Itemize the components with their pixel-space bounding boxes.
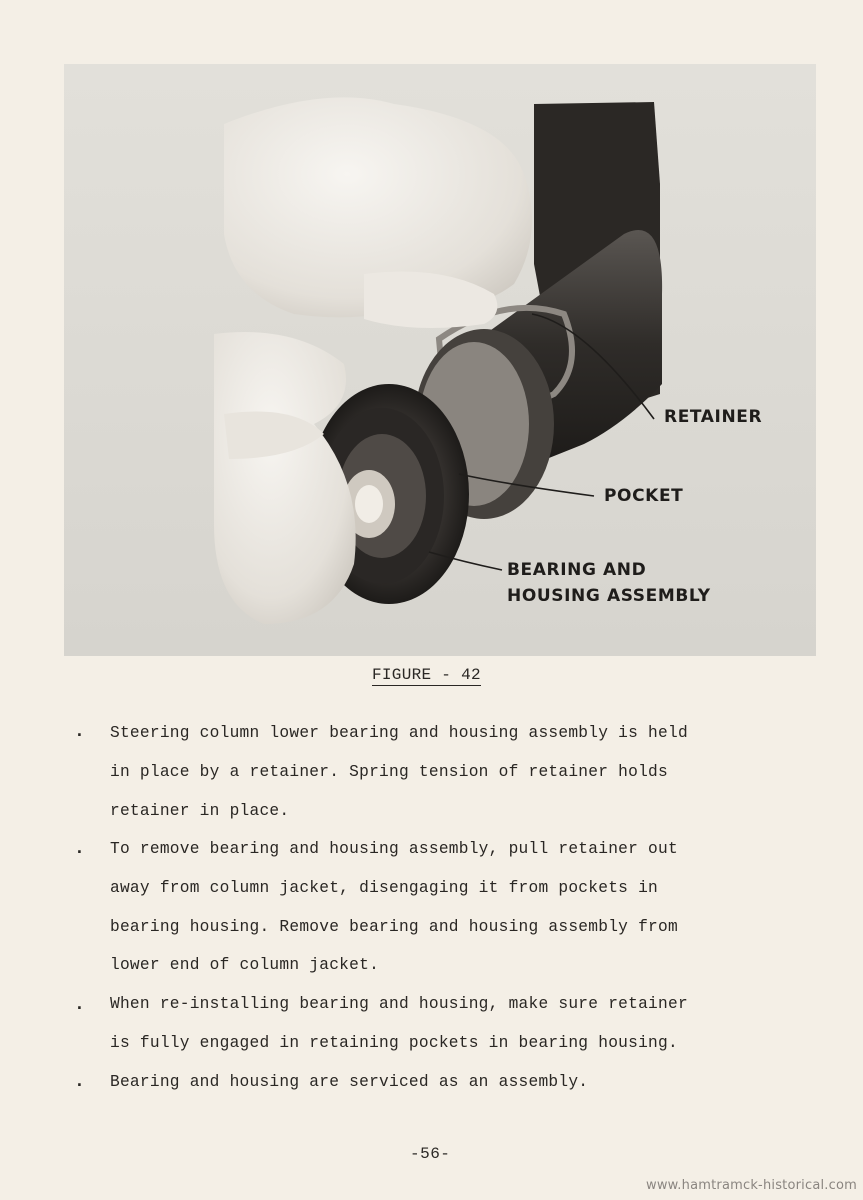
page-number: -56- [410, 1145, 451, 1163]
paragraph-4 [110, 1063, 810, 1102]
paragraph-line: When re-installing bearing and housing, make sure retainer [110, 995, 688, 1013]
bullet-2: . [74, 839, 85, 859]
figure-caption: FIGURE - 42 [372, 666, 481, 684]
bullet-1: . [74, 722, 85, 742]
paragraph-line: away from column jacket, disengaging it from pockets in [110, 878, 659, 897]
figure-photo [64, 64, 816, 656]
photo-illustration [64, 64, 816, 656]
paragraph-line: Bearing and housing are serviced as an assembly. [110, 1073, 589, 1091]
paragraph-line: in place by a retainer. Spring tension of retainer holds [110, 762, 668, 781]
paragraph-1 [110, 714, 810, 830]
callout-bearing-line2: HOUSING ASSEMBLY [507, 586, 711, 606]
bullet-3: . [74, 995, 85, 1015]
paragraph-line: is fully engaged in retaining pockets in bearing housing. [110, 1033, 678, 1052]
paragraph-line: bearing housing. Remove bearing and housing assembly from [110, 917, 678, 936]
paragraph-3 [110, 985, 810, 1063]
paragraph-line: Steering column lower bearing and housing assembly is held [110, 724, 688, 742]
callout-bearing-line1: BEARING AND [507, 560, 647, 580]
callout-pocket: POCKET [604, 486, 684, 506]
watermark: www.hamtramck-historical.com [646, 1178, 857, 1193]
callout-retainer: RETAINER [664, 407, 763, 427]
paragraph-line: To remove bearing and housing assembly, pull retainer out [110, 840, 678, 858]
paragraph-2 [110, 830, 810, 985]
paragraph-line: retainer in place. [110, 801, 290, 820]
paragraph-line: lower end of column jacket. [110, 956, 380, 975]
bullet-4: . [74, 1072, 85, 1092]
